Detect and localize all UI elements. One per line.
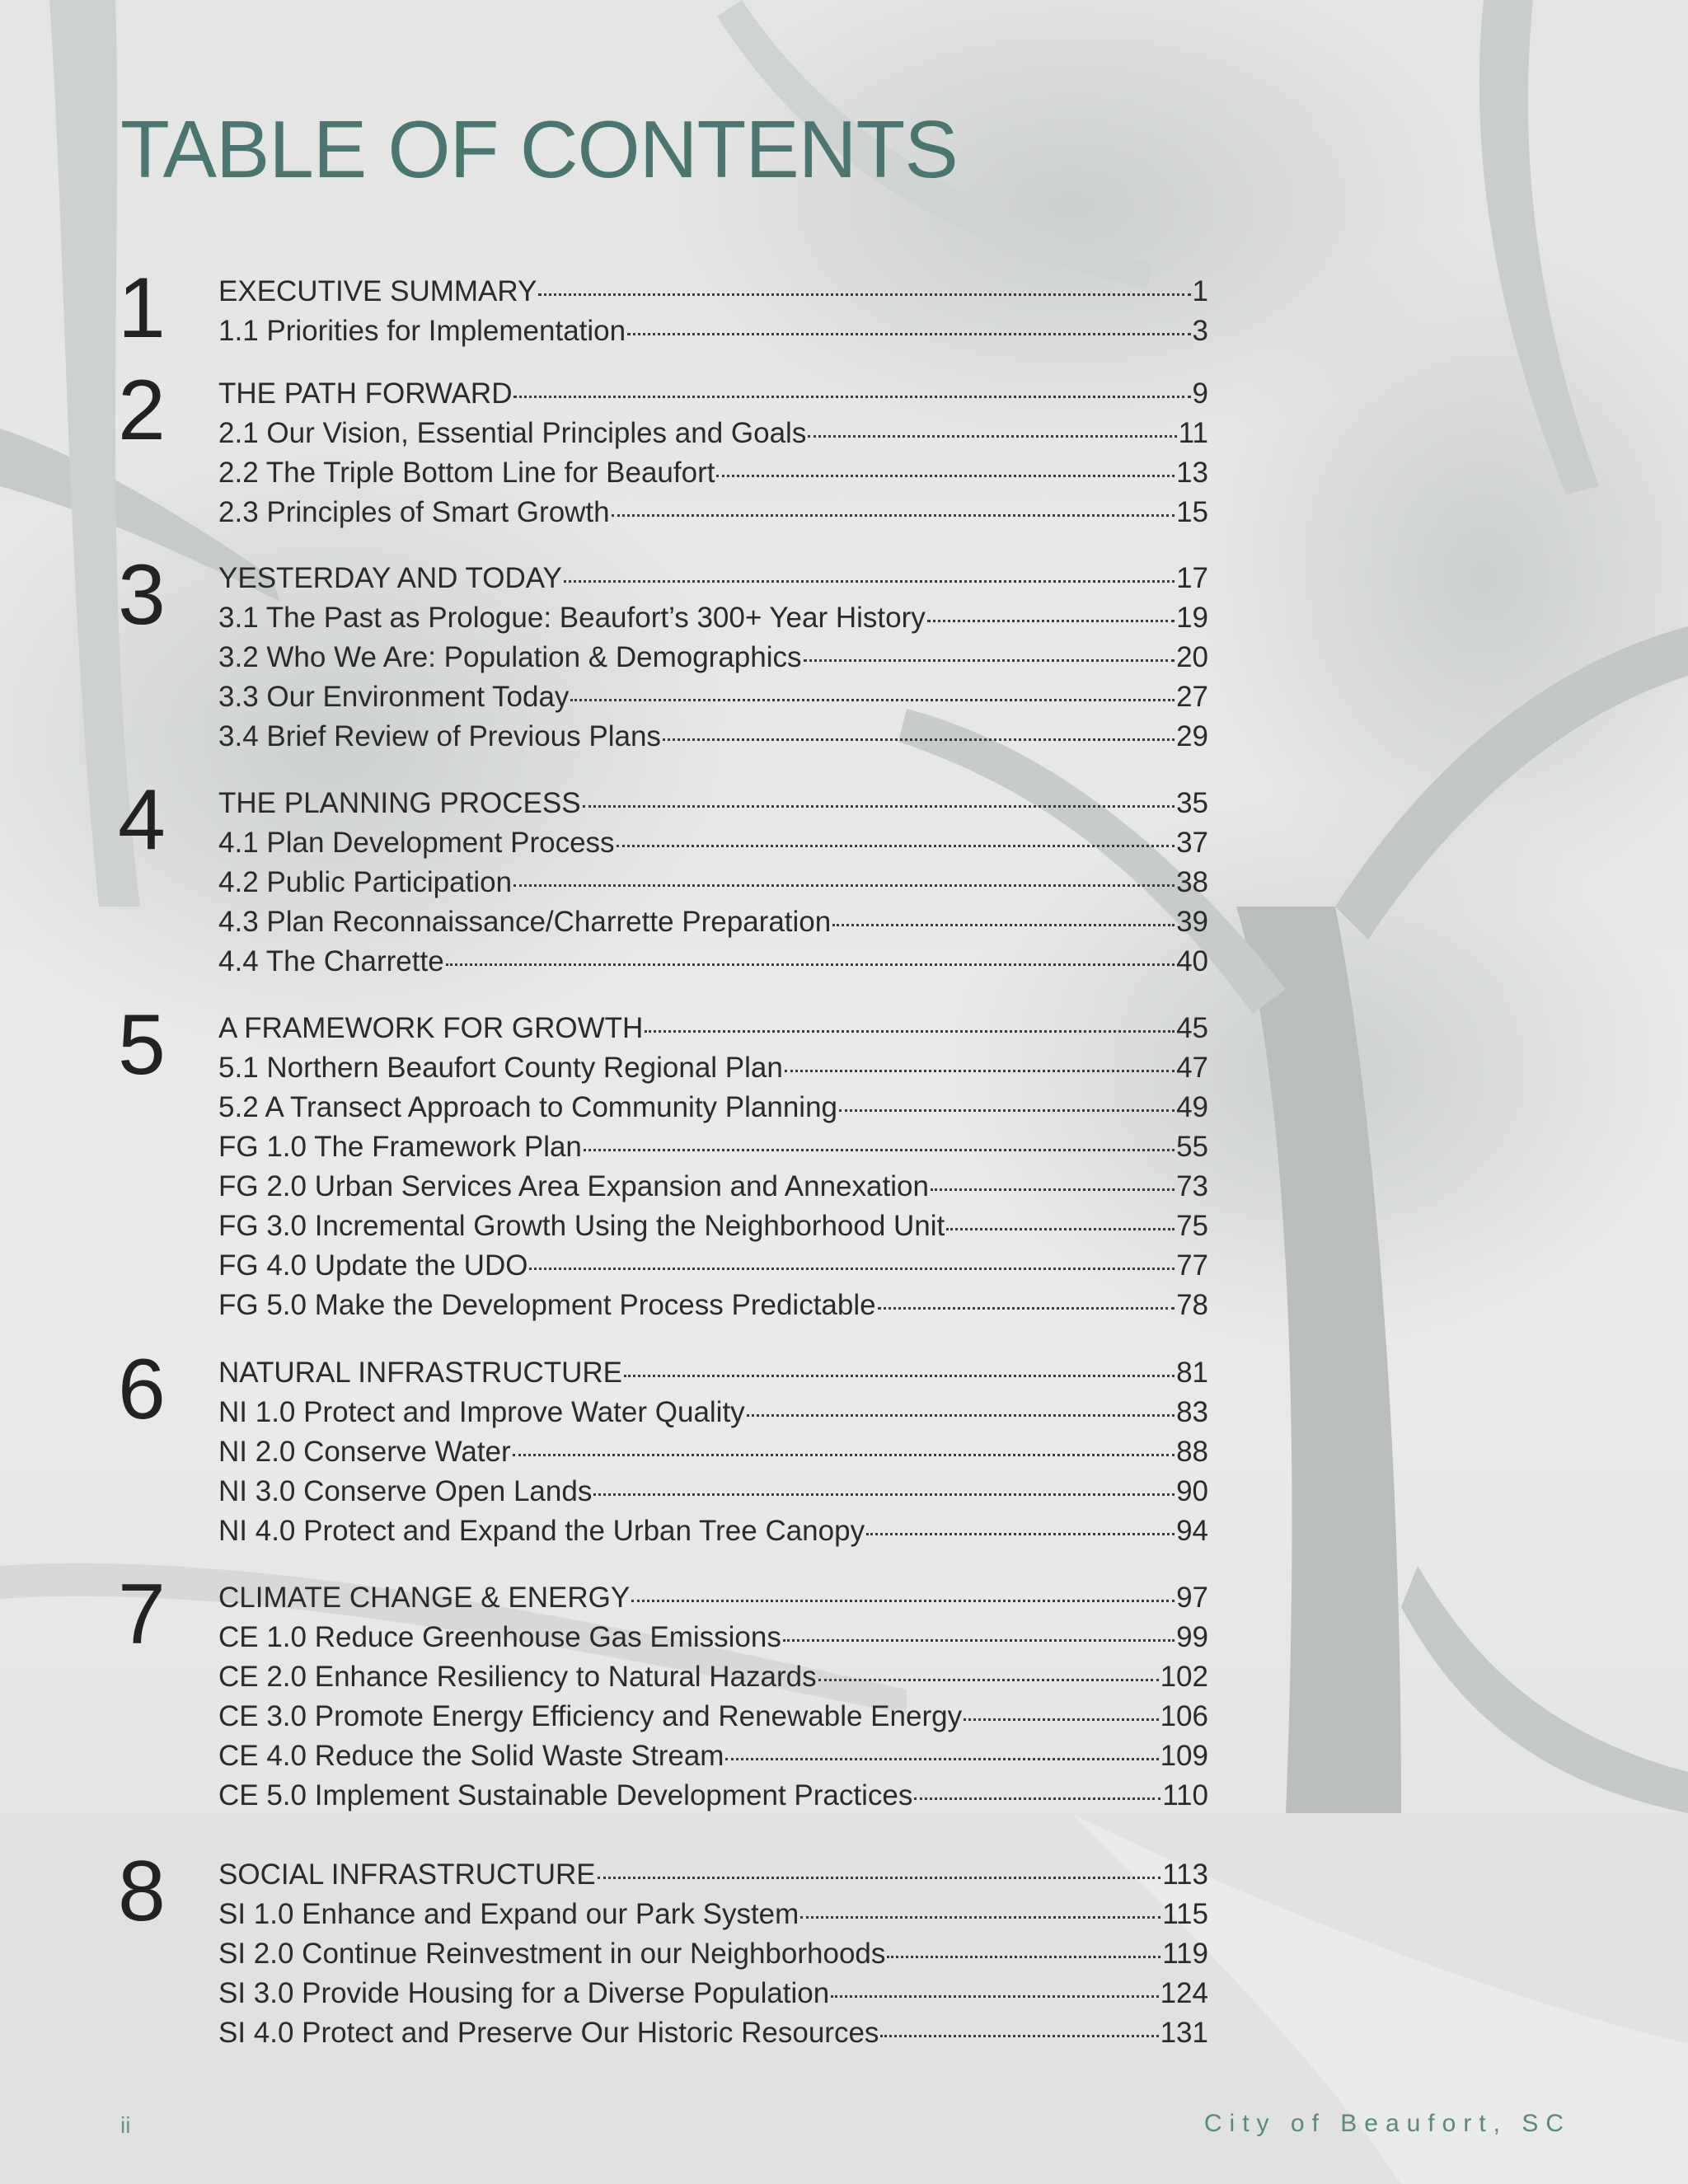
- section-number: 6: [118, 1342, 166, 1437]
- section-number: 3: [118, 547, 166, 643]
- entry-title: 1.1 Priorities for Implementation: [218, 315, 626, 347]
- toc-entry[interactable]: [218, 272, 1208, 312]
- dot-leader: [747, 1414, 1175, 1417]
- entry-title: 5.1 Northern Beaufort County Regional Plan: [218, 1052, 783, 1084]
- toc-entry[interactable]: [218, 1009, 1208, 1048]
- entry-title: THE PATH FORWARD: [218, 377, 513, 410]
- entry-title: SI 4.0 Protect and Preserve Our Historic Resources: [218, 2017, 879, 2049]
- dot-leader: [538, 293, 1190, 296]
- entry-title: SI 1.0 Enhance and Expand our Park System: [218, 1898, 799, 1930]
- entry-title: NI 1.0 Protect and Improve Water Quality: [218, 1396, 745, 1428]
- toc-entry[interactable]: [218, 823, 1208, 863]
- footer-page-number: ii: [120, 2112, 131, 2138]
- toc-entry[interactable]: [218, 638, 1208, 677]
- dot-leader: [887, 1956, 1160, 1958]
- entry-title: FG 2.0 Urban Services Area Expansion and Annexation: [218, 1170, 929, 1202]
- toc-entry[interactable]: [218, 1657, 1208, 1697]
- dot-leader: [785, 1070, 1175, 1072]
- dot-leader: [878, 1307, 1175, 1310]
- entry-page: 78: [1176, 1289, 1208, 1321]
- dot-leader: [808, 435, 1176, 438]
- entry-title: 3.3 Our Environment Today: [218, 681, 570, 713]
- toc-entry[interactable]: [218, 374, 1208, 414]
- dot-leader: [800, 1916, 1160, 1919]
- entry-page: 99: [1176, 1621, 1208, 1653]
- toc-entry[interactable]: [218, 902, 1208, 942]
- entry-page: 90: [1176, 1475, 1208, 1507]
- toc-entry[interactable]: [218, 1578, 1208, 1618]
- entry-page: 81: [1176, 1357, 1208, 1389]
- dot-leader: [964, 1718, 1159, 1721]
- entry-title: CE 5.0 Implement Sustainable Development Practices: [218, 1779, 913, 1811]
- entry-page: 49: [1176, 1091, 1208, 1123]
- entry-page: 19: [1176, 602, 1208, 634]
- entry-page: 113: [1162, 1858, 1208, 1891]
- section-number: 5: [118, 997, 166, 1093]
- dot-leader: [624, 1375, 1175, 1377]
- entry-title: 4.1 Plan Development Process: [218, 827, 615, 859]
- toc-entry[interactable]: [218, 1697, 1208, 1736]
- toc-entry[interactable]: [218, 1776, 1208, 1816]
- dot-leader: [513, 396, 1190, 398]
- dot-leader: [513, 1454, 1175, 1456]
- section-number: 4: [118, 772, 166, 868]
- toc-entry[interactable]: [218, 942, 1208, 982]
- entry-page: 40: [1176, 945, 1208, 977]
- toc-entry[interactable]: [218, 1934, 1208, 1974]
- entry-page: 47: [1176, 1052, 1208, 1084]
- section-number: 8: [118, 1844, 166, 1939]
- entry-page: 55: [1176, 1131, 1208, 1163]
- toc-entry[interactable]: [218, 1353, 1208, 1393]
- dot-leader: [564, 580, 1175, 583]
- entry-page: 73: [1176, 1170, 1208, 1202]
- toc-entry[interactable]: [218, 453, 1208, 493]
- entry-title: 2.2 The Triple Bottom Line for Beaufort: [218, 457, 715, 489]
- toc-entry[interactable]: [218, 863, 1208, 902]
- entry-title: CE 3.0 Promote Energy Efficiency and Renewable Energy: [218, 1700, 963, 1732]
- entry-page: 1: [1192, 275, 1208, 307]
- entry-title: 4.4 The Charrette: [218, 945, 444, 977]
- dot-leader: [931, 1188, 1175, 1191]
- toc-entry[interactable]: [218, 598, 1208, 638]
- dot-leader: [513, 884, 1175, 887]
- toc-entry[interactable]: [218, 1472, 1208, 1511]
- dot-leader: [804, 659, 1175, 662]
- entry-page: 124: [1160, 1977, 1208, 2009]
- toc-entry[interactable]: [218, 2013, 1208, 2053]
- entry-title: CE 4.0 Reduce the Solid Waste Stream: [218, 1740, 724, 1772]
- entry-title: 3.4 Brief Review of Previous Plans: [218, 720, 661, 752]
- entry-page: 13: [1176, 457, 1208, 489]
- dot-leader: [866, 1533, 1175, 1535]
- entry-title: 5.2 A Transect Approach to Community Planning: [218, 1091, 837, 1123]
- toc-entry[interactable]: [218, 1618, 1208, 1657]
- entry-page: 119: [1162, 1938, 1208, 1970]
- toc-entry[interactable]: [218, 1393, 1208, 1432]
- entry-page: 102: [1160, 1661, 1208, 1693]
- entry-title: CE 1.0 Reduce Greenhouse Gas Emissions: [218, 1621, 781, 1653]
- toc-entry[interactable]: [218, 1974, 1208, 2013]
- entry-page: 27: [1176, 681, 1208, 713]
- entry-title: 3.1 The Past as Prologue: Beaufort’s 300+ Year History: [218, 602, 926, 634]
- entry-title: FG 4.0 Update the UDO: [218, 1249, 528, 1282]
- entry-title: CE 2.0 Enhance Resiliency to Natural Hazards: [218, 1661, 817, 1693]
- entry-title: FG 5.0 Make the Development Process Predictable: [218, 1289, 876, 1321]
- dot-leader: [529, 1268, 1175, 1270]
- toc-entry[interactable]: [218, 1511, 1208, 1551]
- entry-title: A FRAMEWORK FOR GROWTH: [218, 1012, 644, 1044]
- toc-entry[interactable]: [218, 1048, 1208, 1088]
- dot-leader: [627, 333, 1190, 335]
- toc-entry[interactable]: [218, 1432, 1208, 1472]
- toc-entry[interactable]: [218, 1088, 1208, 1127]
- dot-leader: [645, 1030, 1175, 1033]
- dot-leader: [570, 699, 1175, 701]
- entry-page: 39: [1176, 906, 1208, 938]
- page-title: TABLE OF CONTENTS: [120, 104, 958, 194]
- toc-entry[interactable]: [218, 677, 1208, 717]
- entry-title: 4.3 Plan Reconnaissance/Charrette Preparation: [218, 906, 832, 938]
- entry-page: 110: [1162, 1779, 1208, 1811]
- entry-page: 115: [1162, 1898, 1208, 1930]
- footer-publisher: City of Beaufort, SC: [1203, 2110, 1571, 2137]
- dot-leader: [818, 1679, 1159, 1681]
- dot-leader: [946, 1228, 1175, 1230]
- entry-page: 37: [1176, 827, 1208, 859]
- entry-page: 38: [1176, 866, 1208, 898]
- entry-page: 11: [1178, 417, 1208, 449]
- section-number: 2: [118, 363, 166, 458]
- dot-leader: [927, 620, 1175, 622]
- dot-leader: [725, 1758, 1158, 1760]
- toc-entry[interactable]: [218, 559, 1208, 598]
- entry-page: 3: [1192, 315, 1208, 347]
- entry-title: SI 3.0 Provide Housing for a Diverse Population: [218, 1977, 830, 2009]
- dot-leader: [783, 1639, 1175, 1642]
- dot-leader: [716, 475, 1175, 477]
- toc-entry[interactable]: [218, 1207, 1208, 1246]
- toc-entry[interactable]: [218, 414, 1208, 453]
- entry-title: 3.2 Who We Are: Population & Demographics: [218, 641, 802, 673]
- entry-page: 20: [1176, 641, 1208, 673]
- entry-page: 88: [1176, 1436, 1208, 1468]
- entry-title: SI 2.0 Continue Reinvestment in our Neighborhoods: [218, 1938, 886, 1970]
- dot-leader: [584, 1149, 1175, 1151]
- dot-leader: [832, 924, 1175, 926]
- entry-title: NI 3.0 Conserve Open Lands: [218, 1475, 593, 1507]
- entry-title: 2.1 Our Vision, Essential Principles and Goals: [218, 417, 807, 449]
- entry-page: 75: [1176, 1210, 1208, 1242]
- toc-entry[interactable]: [218, 1736, 1208, 1776]
- entry-title: YESTERDAY AND TODAY: [218, 562, 562, 594]
- entry-page: 17: [1176, 562, 1208, 594]
- toc-entry[interactable]: [218, 1895, 1208, 1934]
- entry-title: THE PLANNING PROCESS: [218, 787, 581, 819]
- entry-title: 4.2 Public Participation: [218, 866, 513, 898]
- entry-title: NI 4.0 Protect and Expand the Urban Tree Canopy: [218, 1515, 865, 1547]
- entry-page: 35: [1176, 787, 1208, 819]
- toc-entry[interactable]: [218, 1127, 1208, 1167]
- dot-leader: [914, 1797, 1160, 1800]
- toc-entry[interactable]: [218, 1246, 1208, 1286]
- toc-entry[interactable]: [218, 1286, 1208, 1325]
- entry-page: 15: [1176, 496, 1208, 528]
- entry-title: FG 1.0 The Framework Plan: [218, 1131, 582, 1163]
- dot-leader: [663, 738, 1175, 741]
- entry-title: 2.3 Principles of Smart Growth: [218, 496, 610, 528]
- toc-entry[interactable]: [218, 784, 1208, 823]
- entry-title: EXECUTIVE SUMMARY: [218, 275, 537, 307]
- entry-page: 94: [1176, 1515, 1208, 1547]
- dot-leader: [880, 2035, 1158, 2037]
- dot-leader: [831, 1995, 1158, 1998]
- entry-page: 106: [1160, 1700, 1208, 1732]
- section-number: 1: [118, 260, 166, 356]
- dot-leader: [598, 1877, 1161, 1879]
- entry-page: 131: [1160, 2017, 1208, 2049]
- entry-title: FG 3.0 Incremental Growth Using the Neighborhood Unit: [218, 1210, 945, 1242]
- entry-title: NATURAL INFRASTRUCTURE: [218, 1357, 623, 1389]
- dot-leader: [631, 1600, 1175, 1602]
- dot-leader: [593, 1493, 1175, 1496]
- entry-title: NI 2.0 Conserve Water: [218, 1436, 511, 1468]
- entry-page: 77: [1176, 1249, 1208, 1282]
- entry-page: 29: [1176, 720, 1208, 752]
- dot-leader: [583, 805, 1175, 808]
- dot-leader: [612, 514, 1175, 517]
- toc-entry[interactable]: [218, 312, 1208, 351]
- entry-title: CLIMATE CHANGE & ENERGY: [218, 1582, 631, 1614]
- toc-entry[interactable]: [218, 717, 1208, 757]
- dot-leader: [446, 963, 1175, 966]
- entry-page: 97: [1176, 1582, 1208, 1614]
- entry-page: 109: [1160, 1740, 1208, 1772]
- entry-page: 45: [1176, 1012, 1208, 1044]
- section-number: 7: [118, 1567, 166, 1662]
- entry-title: SOCIAL INFRASTRUCTURE: [218, 1858, 596, 1891]
- toc-entry[interactable]: [218, 1167, 1208, 1207]
- dot-leader: [839, 1109, 1175, 1112]
- entry-page: 83: [1176, 1396, 1208, 1428]
- dot-leader: [617, 845, 1175, 847]
- toc-entry[interactable]: [218, 1855, 1208, 1895]
- entry-page: 9: [1192, 377, 1208, 410]
- toc-entry[interactable]: [218, 493, 1208, 532]
